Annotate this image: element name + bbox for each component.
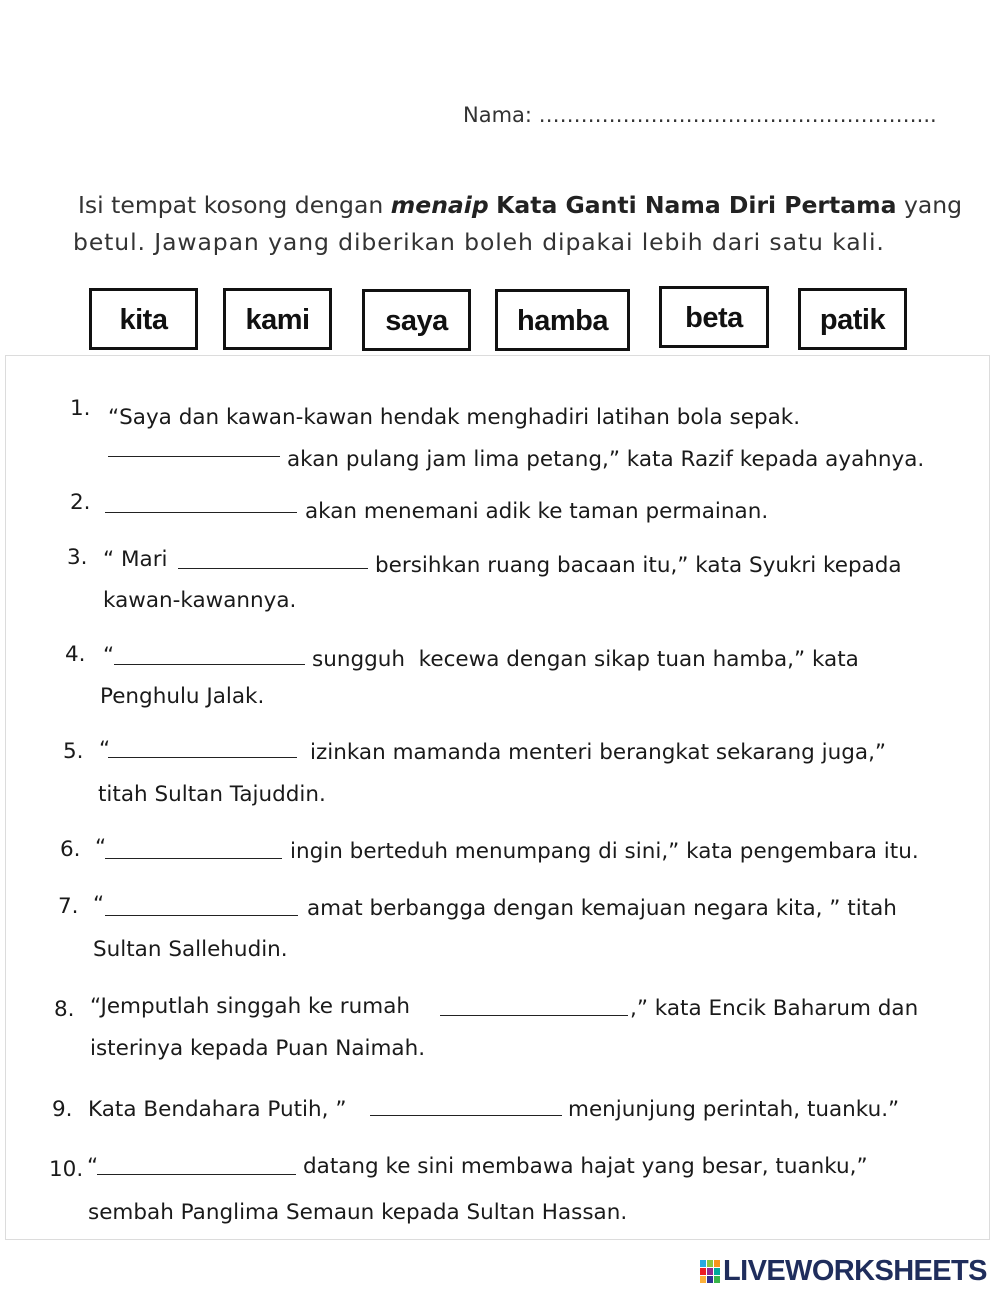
instructions-line-2: betul. Jawapan yang diberikan boleh dipakai lebih dari satu kali. xyxy=(73,228,885,256)
answer-blank-4[interactable] xyxy=(114,641,305,665)
question-text: ,” kata Encik Baharum dan xyxy=(630,996,919,1021)
logo-square xyxy=(700,1268,706,1275)
name-dotted-line: ………………………………………………... xyxy=(538,103,937,127)
answer-blank-9[interactable] xyxy=(370,1092,562,1116)
question-number: 9. xyxy=(52,1097,73,1122)
logo-square xyxy=(714,1268,720,1275)
word-bank-item: kita xyxy=(89,288,198,350)
question-text: “ xyxy=(103,643,115,668)
question-number: 5. xyxy=(63,739,84,764)
question-text: bersihkan ruang bacaan itu,” kata Syukri kepada xyxy=(375,553,902,578)
liveworksheets-logo xyxy=(700,1256,987,1286)
answer-blank-8[interactable] xyxy=(440,992,628,1016)
name-label: Nama: xyxy=(463,103,532,127)
question-text: akan pulang jam lima petang,” kata Razif kepada ayahnya. xyxy=(287,447,925,472)
answer-blank-1[interactable] xyxy=(108,433,280,457)
instruction-emphasis: menaip xyxy=(390,191,489,219)
logo-square xyxy=(714,1276,720,1283)
question-text: datang ke sini membawa hajat yang besar, tuanku,” xyxy=(303,1154,868,1179)
question-text: amat berbangga dengan kemajuan negara kita, ” titah xyxy=(307,896,897,921)
logo-square xyxy=(714,1260,720,1267)
question-number: 1. xyxy=(70,396,91,421)
question-number: 3. xyxy=(67,545,88,570)
question-text: “Saya dan kawan-kawan hendak menghadiri latihan bola sepak. xyxy=(108,405,801,430)
word-bank-item: hamba xyxy=(495,289,630,351)
answer-blank-10[interactable] xyxy=(97,1151,296,1175)
answer-blank-6[interactable] xyxy=(105,835,282,859)
question-text: Sultan Sallehudin. xyxy=(93,937,288,962)
question-text: Kata Bendahara Putih, ” xyxy=(88,1097,347,1122)
question-text: “ xyxy=(87,1154,99,1179)
question-text: isterinya kepada Puan Naimah. xyxy=(90,1036,426,1061)
logo-square xyxy=(707,1260,713,1267)
answer-blank-3[interactable] xyxy=(178,545,368,569)
logo-square xyxy=(707,1276,713,1283)
word-bank-item: patik xyxy=(798,288,907,350)
instruction-topic: Kata Ganti Nama Diri Pertama xyxy=(496,191,897,219)
question-number: 8. xyxy=(54,997,75,1022)
question-number: 10. xyxy=(49,1157,84,1182)
question-number: 2. xyxy=(70,490,91,515)
logo-text: LIVEWORKSHEETS xyxy=(723,1255,987,1287)
question-text: sungguh kecewa dengan sikap tuan hamba,” kata xyxy=(312,647,859,672)
question-text: izinkan mamanda menteri berangkat sekarang juga,” xyxy=(310,740,887,765)
answer-blank-7[interactable] xyxy=(105,892,298,916)
question-text: Penghulu Jalak. xyxy=(100,684,265,709)
instruction-text: yang xyxy=(903,191,963,219)
liveworksheets-logo-icon xyxy=(700,1260,720,1283)
instructions-line-1 xyxy=(78,190,962,220)
answer-blank-5[interactable] xyxy=(108,734,297,758)
name-line xyxy=(463,102,983,128)
question-number: 6. xyxy=(60,837,81,862)
question-text: sembah Panglima Semaun kepada Sultan Hassan. xyxy=(88,1200,628,1225)
question-text: “ xyxy=(93,892,105,917)
logo-square xyxy=(700,1276,706,1283)
logo-square xyxy=(700,1260,706,1267)
question-text: “ Mari xyxy=(103,547,168,572)
question-text: ingin berteduh menumpang di sini,” kata pengembara itu. xyxy=(290,839,919,864)
word-bank-item: beta xyxy=(659,286,769,348)
question-text: titah Sultan Tajuddin. xyxy=(98,782,326,807)
question-text: menjunjung perintah, tuanku.” xyxy=(568,1097,900,1122)
question-text: “ xyxy=(95,835,107,860)
question-number: 4. xyxy=(65,642,86,667)
question-text: “ xyxy=(99,737,111,762)
logo-square xyxy=(707,1268,713,1275)
word-bank-item: saya xyxy=(362,289,471,351)
answer-blank-2[interactable] xyxy=(105,489,297,513)
question-number: 7. xyxy=(58,894,79,919)
question-text: kawan-kawannya. xyxy=(103,588,297,613)
instruction-text: Isi tempat kosong dengan xyxy=(78,191,384,219)
word-bank-item: kami xyxy=(223,288,332,350)
question-text: “Jemputlah singgah ke rumah xyxy=(90,994,410,1019)
question-text: akan menemani adik ke taman permainan. xyxy=(305,499,769,524)
